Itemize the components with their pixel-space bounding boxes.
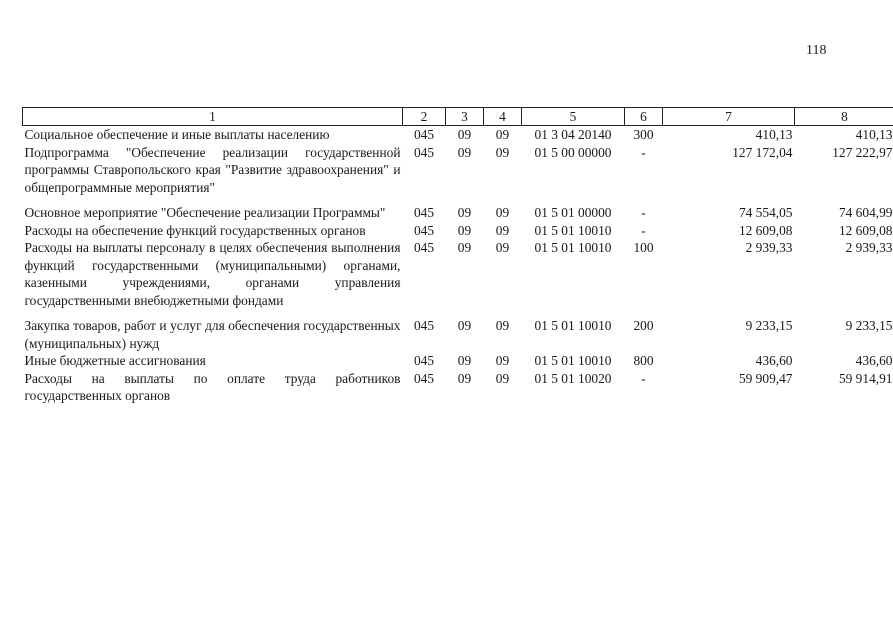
row-ministry-code: 045 [413,127,435,142]
row-section: 09 [457,370,472,386]
row-target-article: 01 5 01 00000 [534,205,612,220]
row-subsection: 09 [495,318,510,333]
row-section: 09 [457,318,472,333]
row-name: Основное мероприятие "Обеспечение реализации Программы" [24,205,386,220]
row-expense-type: 200 [633,318,654,333]
row-name: Подпрограмма "Обеспечение реализации государственной программы Ставропольского края "Развитие здравоохранения" и общепрограммные мероприятия" [24,144,401,195]
table-row [23,196,893,222]
row-expense-type: 100 [633,240,654,255]
row-subsection: 09 [495,240,510,255]
row-subsection: 09 [495,127,510,142]
row-ministry-code: 045 [413,318,435,333]
row-section: 09 [457,205,472,220]
row-name: Закупка товаров, работ и услуг для обеспечения государственных (муниципальных) нужд [24,318,401,351]
header-col-5: 5 [522,108,625,126]
row-section: 09 [457,240,472,255]
row-subsection: 09 [495,353,510,368]
row-target-article: 01 5 00 00000 [534,144,612,160]
row-expense-type: 800 [633,353,654,368]
header-row [23,108,893,126]
row-section: 09 [457,127,472,142]
row-amount-1: 2 939,33 [745,240,793,255]
row-target-article: 01 5 01 10010 [534,222,612,238]
row-amount-1: 436,60 [755,353,793,368]
row-name: Расходы на обеспечение функций государственных органов [24,222,366,238]
row-ministry-code: 045 [413,240,435,255]
header-col-2: 2 [403,108,446,126]
row-amount-1: 410,13 [755,127,793,142]
table-row [23,370,893,405]
row-expense-type: - [641,144,646,160]
budget-table [22,107,893,405]
row-name: Иные бюджетные ассигнования [24,353,206,368]
row-section: 09 [457,353,472,368]
header-col-6: 6 [625,108,663,126]
row-expense-type: - [641,370,646,386]
row-name: Расходы на выплаты по оплате труда работников государственных органов [24,370,401,403]
row-target-article: 01 5 01 10010 [534,353,612,368]
row-ministry-code: 045 [413,222,435,238]
row-target-article: 01 5 01 10020 [534,370,612,386]
row-section: 09 [457,222,472,238]
row-amount-2: 2 939,33 [845,240,893,255]
row-expense-type: 300 [633,127,654,142]
row-amount-2: 59 914,91 [838,370,893,386]
header-col-4: 4 [484,108,522,126]
table-row [23,352,893,370]
row-amount-2: 9 233,15 [845,318,893,333]
row-amount-1: 9 233,15 [745,318,793,333]
header-col-3: 3 [446,108,484,126]
row-amount-2: 127 222,97 [832,144,893,160]
row-name: Социальное обеспечение и иные выплаты населению [24,127,330,142]
row-amount-1: 59 909,47 [738,370,793,386]
row-ministry-code: 045 [413,205,435,220]
row-amount-2: 12 609,08 [838,222,893,238]
table-row [23,239,893,309]
row-target-article: 01 5 01 10010 [534,240,612,255]
row-amount-2: 74 604,99 [838,205,893,220]
row-name: Расходы на выплаты персоналу в целях обеспечения выполнения функций государственными (муниципальными) органами, казенными учреждениями, органами управления государственными внебюджетными фондами [24,240,401,308]
row-subsection: 09 [495,144,510,160]
row-amount-1: 127 172,04 [732,144,793,160]
row-subsection: 09 [495,222,510,238]
row-subsection: 09 [495,205,510,220]
row-section: 09 [457,144,472,160]
table-row [23,309,893,352]
row-subsection: 09 [495,370,510,386]
header-col-7: 7 [663,108,795,126]
row-target-article: 01 3 04 20140 [534,127,612,142]
row-ministry-code: 045 [413,353,435,368]
row-amount-1: 12 609,08 [738,222,793,238]
table-row [23,222,893,240]
row-ministry-code: 045 [413,370,435,386]
row-expense-type: - [641,222,646,238]
row-amount-1: 74 554,05 [738,205,793,220]
table-row [23,144,893,197]
row-target-article: 01 5 01 10010 [534,318,612,333]
row-ministry-code: 045 [413,144,435,160]
row-expense-type: - [641,205,646,220]
page-number: 118 [806,43,827,58]
row-amount-2: 410,13 [855,127,893,142]
header-col-1: 1 [23,108,403,126]
header-col-8: 8 [795,108,893,126]
row-amount-2: 436,60 [855,353,893,368]
table-row [23,126,893,144]
